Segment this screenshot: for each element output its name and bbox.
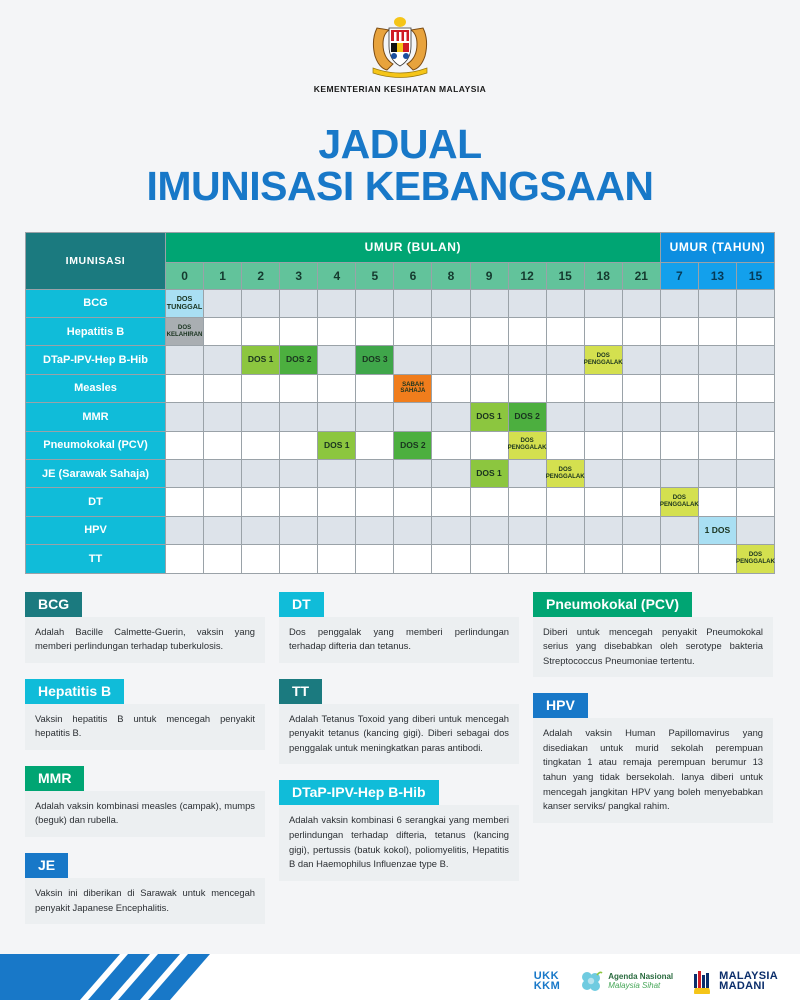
schedule-cell-empty <box>280 403 318 431</box>
schedule-cell-empty <box>394 545 432 573</box>
dose-marker: DOS PENGGALAK <box>509 432 546 459</box>
schedule-cell-empty <box>204 346 242 374</box>
month-column-header-5: 5 <box>356 262 394 289</box>
row-label-mmr: MMR <box>26 403 166 431</box>
hibiscus-flower-icon <box>578 968 604 994</box>
dose-marker: DOS 2 <box>280 346 317 373</box>
month-column-header-18: 18 <box>584 262 622 289</box>
year-column-header-13: 13 <box>698 262 736 289</box>
page-header <box>0 0 800 208</box>
madani-line-1: MALAYSIA <box>719 969 778 982</box>
schedule-cell-empty <box>204 289 242 317</box>
legend-description: Vaksin ini diberikan di Sarawak untuk mencegah penyakit Japanese Encephalitis. <box>25 878 265 924</box>
schedule-cell-empty <box>660 289 698 317</box>
schedule-cell-empty <box>736 289 774 317</box>
schedule-cell-empty <box>622 289 660 317</box>
schedule-cell-empty <box>546 488 584 516</box>
schedule-cell-empty <box>736 431 774 459</box>
dose-marker: DOS PENGGALAK <box>661 488 698 515</box>
dose-marker: DOS 2 <box>394 432 431 459</box>
schedule-cell-empty <box>470 318 508 346</box>
table-row <box>26 374 775 402</box>
schedule-cell-empty <box>698 374 736 402</box>
row-label-dt: DT <box>26 488 166 516</box>
dose-marker: DOS 2 <box>509 403 546 430</box>
schedule-cell-empty <box>660 374 698 402</box>
schedule-cell-empty <box>546 289 584 317</box>
schedule-cell-empty <box>242 403 280 431</box>
month-column-header-15: 15 <box>546 262 584 289</box>
row-label-tt: TT <box>26 545 166 573</box>
schedule-cell-empty <box>546 403 584 431</box>
row-label-je-sarawak-sahaja: JE (Sarawak Sahaja) <box>26 459 166 487</box>
schedule-cell-empty <box>508 516 546 544</box>
schedule-cell-filled <box>470 403 508 431</box>
schedule-cell-empty <box>622 403 660 431</box>
schedule-cell-empty <box>508 346 546 374</box>
dose-marker: DOS PENGGALAK <box>737 545 774 572</box>
schedule-cell-empty <box>204 431 242 459</box>
schedule-cell-filled <box>660 488 698 516</box>
legend-badge: JE <box>25 853 68 878</box>
dose-marker: 1 DOS <box>699 517 736 544</box>
legend-badge: Pneumokokal (PCV) <box>533 592 692 617</box>
table-row <box>26 488 775 516</box>
legend-card <box>533 592 773 678</box>
schedule-cell-empty <box>356 545 394 573</box>
schedule-cell-empty <box>660 516 698 544</box>
schedule-cell-empty <box>584 374 622 402</box>
legend-card <box>279 679 519 765</box>
table-row <box>26 318 775 346</box>
schedule-cell-empty <box>280 459 318 487</box>
table-row <box>26 516 775 544</box>
row-label-bcg: BCG <box>26 289 166 317</box>
schedule-cell-empty <box>470 346 508 374</box>
schedule-cell-empty <box>432 545 470 573</box>
month-column-header-0: 0 <box>166 262 204 289</box>
schedule-cell-empty <box>584 289 622 317</box>
schedule-cell-empty <box>660 459 698 487</box>
schedule-cell-empty <box>698 488 736 516</box>
schedule-cell-empty <box>204 516 242 544</box>
malaysia-coat-of-arms-icon <box>363 16 437 78</box>
legend-card <box>279 592 519 663</box>
month-column-header-4: 4 <box>318 262 356 289</box>
dose-marker: DOS KELAHIRAN <box>166 318 203 345</box>
schedule-cell-empty <box>356 318 394 346</box>
schedule-cell-empty <box>736 459 774 487</box>
schedule-cell-filled <box>584 346 622 374</box>
schedule-cell-empty <box>508 318 546 346</box>
agenda-nasional-logo <box>578 968 673 994</box>
schedule-cell-empty <box>432 346 470 374</box>
schedule-cell-empty <box>508 488 546 516</box>
legend-card <box>25 853 265 924</box>
schedule-cell-empty <box>166 431 204 459</box>
schedule-cell-empty <box>280 516 318 544</box>
legend-description: Dos penggalak yang memberi perlindungan terhadap difteria dan tetanus. <box>279 617 519 663</box>
schedule-cell-empty <box>356 289 394 317</box>
legend-badge: HPV <box>533 693 588 718</box>
schedule-cell-empty <box>166 488 204 516</box>
schedule-cell-empty <box>204 374 242 402</box>
table-corner-label: IMUNISASI <box>26 232 166 289</box>
schedule-cell-empty <box>432 374 470 402</box>
schedule-cell-empty <box>736 374 774 402</box>
schedule-cell-empty <box>432 516 470 544</box>
legend-description: Adalah vaksin Human Papillomavirus yang disediakan untuk murid sekolah perempuan tingkatan 1 atau remaja perempuan berumur 13 tahun yang tidak bersekolah. Ianya diberi untuk mencegah jangkitan HPV yang boleh menyebabkan kanser serviks/ pangkal rahim. <box>533 718 773 822</box>
legend-badge: DTaP-IPV-Hep B-Hib <box>279 780 439 805</box>
title-line-1: JADUAL <box>318 121 482 167</box>
schedule-cell-empty <box>698 289 736 317</box>
dose-marker: DOS 1 <box>318 432 355 459</box>
schedule-cell-empty <box>622 459 660 487</box>
schedule-cell-empty <box>204 318 242 346</box>
schedule-cell-empty <box>166 459 204 487</box>
dose-marker: DOS 3 <box>356 346 393 373</box>
schedule-cell-empty <box>280 318 318 346</box>
schedule-cell-empty <box>508 459 546 487</box>
schedule-cell-empty <box>584 516 622 544</box>
dose-marker: DOS 1 <box>471 403 508 430</box>
schedule-cell-empty <box>432 488 470 516</box>
dose-marker: SABAH SAHAJA <box>394 375 431 402</box>
schedule-cell-filled <box>508 403 546 431</box>
schedule-cell-empty <box>318 403 356 431</box>
table-row <box>26 346 775 374</box>
legend-card <box>25 766 265 837</box>
legend-badge: TT <box>279 679 322 704</box>
row-label-dtap-ipv-hep-b-hib: DTaP-IPV-Hep B-Hib <box>26 346 166 374</box>
dose-marker: DOS PENGGALAK <box>547 460 584 487</box>
legend-card <box>25 592 265 663</box>
schedule-cell-empty <box>356 431 394 459</box>
schedule-cell-empty <box>546 318 584 346</box>
schedule-cell-empty <box>584 403 622 431</box>
schedule-cell-empty <box>356 488 394 516</box>
schedule-cell-filled <box>546 459 584 487</box>
table-row <box>26 459 775 487</box>
legend-card <box>279 780 519 880</box>
schedule-cell-empty <box>242 289 280 317</box>
footer-logos <box>534 968 778 994</box>
schedule-cell-empty <box>584 545 622 573</box>
schedule-cell-empty <box>280 545 318 573</box>
dose-marker: DOS 1 <box>242 346 279 373</box>
table-row <box>26 403 775 431</box>
ukk-line-1: UKK <box>533 969 560 982</box>
schedule-cell-empty <box>394 346 432 374</box>
schedule-cell-empty <box>736 488 774 516</box>
month-column-header-3: 3 <box>280 262 318 289</box>
row-label-measles: Measles <box>26 374 166 402</box>
schedule-cell-empty <box>166 346 204 374</box>
legend-badge: MMR <box>25 766 84 791</box>
schedule-cell-filled <box>394 431 432 459</box>
page-title <box>0 121 800 209</box>
schedule-cell-empty <box>736 346 774 374</box>
legend-card <box>533 693 773 822</box>
schedule-cell-empty <box>470 431 508 459</box>
schedule-cell-empty <box>622 488 660 516</box>
schedule-cell-empty <box>166 545 204 573</box>
schedule-cell-empty <box>280 289 318 317</box>
schedule-cell-empty <box>356 374 394 402</box>
agenda-line-2: Malaysia Sihat <box>608 981 661 991</box>
schedule-cell-empty <box>470 516 508 544</box>
dose-marker: DOS PENGGALAK <box>585 346 622 373</box>
ukk-kkm-logo <box>534 971 561 992</box>
schedule-cell-filled <box>470 459 508 487</box>
schedule-cell-empty <box>166 516 204 544</box>
schedule-cell-empty <box>432 289 470 317</box>
schedule-cell-empty <box>546 431 584 459</box>
schedule-cell-empty <box>432 403 470 431</box>
schedule-cell-empty <box>356 403 394 431</box>
schedule-cell-empty <box>318 459 356 487</box>
legend-badge: DT <box>279 592 324 617</box>
legend-description: Adalah Bacille Calmette-Guerin, vaksin yang memberi perlindungan terhadap tuberkulosis. <box>25 617 265 663</box>
schedule-cell-empty <box>318 318 356 346</box>
ministry-name: KEMENTERIAN KESIHATAN MALAYSIA <box>313 84 487 94</box>
month-column-header-21: 21 <box>622 262 660 289</box>
schedule-cell-filled <box>166 289 204 317</box>
schedule-cell-empty <box>698 545 736 573</box>
schedule-cell-empty <box>622 431 660 459</box>
schedule-cell-empty <box>622 346 660 374</box>
schedule-cell-empty <box>698 346 736 374</box>
schedule-cell-empty <box>698 318 736 346</box>
page-footer <box>0 954 800 1000</box>
footer-stripes-decoration <box>0 954 300 1000</box>
month-column-header-1: 1 <box>204 262 242 289</box>
schedule-cell-empty <box>394 516 432 544</box>
legend-description: Adalah vaksin kombinasi 6 serangkai yang memberi perlindungan terhadap difteria, tetanus (kancing gigi), pertussis (batuk kokol), poliomyelitis, Hepatitis B dan Haemophilus Influenzae type B. <box>279 805 519 880</box>
schedule-cell-empty <box>736 318 774 346</box>
legend-badge: BCG <box>25 592 82 617</box>
schedule-cell-empty <box>508 374 546 402</box>
schedule-cell-empty <box>280 431 318 459</box>
row-label-hpv: HPV <box>26 516 166 544</box>
month-column-header-9: 9 <box>470 262 508 289</box>
legend-description: Vaksin hepatitis B untuk mencegah penyakit hepatitis B. <box>25 704 265 750</box>
schedule-cell-filled <box>318 431 356 459</box>
schedule-cell-empty <box>584 431 622 459</box>
schedule-cell-empty <box>166 374 204 402</box>
schedule-cell-empty <box>584 318 622 346</box>
legend-column-1 <box>25 592 265 941</box>
schedule-cell-empty <box>280 488 318 516</box>
schedule-cell-empty <box>470 545 508 573</box>
month-column-header-6: 6 <box>394 262 432 289</box>
dose-marker: DOS TUNGGAL <box>166 290 203 317</box>
schedule-cell-empty <box>242 516 280 544</box>
year-column-header-7: 7 <box>660 262 698 289</box>
schedule-cell-empty <box>394 318 432 346</box>
schedule-cell-empty <box>660 346 698 374</box>
schedule-cell-empty <box>508 289 546 317</box>
schedule-cell-filled <box>508 431 546 459</box>
legend-description: Adalah Tetanus Toxoid yang diberi untuk mencegah penyakit tetanus (kancing gigi). Diberi sebagai dos penggalak untuk meningkatkan paras antibodi. <box>279 704 519 765</box>
schedule-cell-empty <box>546 346 584 374</box>
legend-badge: Hepatitis B <box>25 679 124 704</box>
legend-description: Adalah vaksin kombinasi measles (campak), mumps (beguk) dan rubella. <box>25 791 265 837</box>
schedule-cell-empty <box>318 488 356 516</box>
schedule-cell-filled <box>242 346 280 374</box>
schedule-cell-empty <box>394 403 432 431</box>
schedule-cell-empty <box>318 374 356 402</box>
schedule-cell-empty <box>242 545 280 573</box>
schedule-cell-empty <box>470 488 508 516</box>
schedule-cell-empty <box>280 374 318 402</box>
schedule-cell-empty <box>204 459 242 487</box>
schedule-cell-empty <box>242 431 280 459</box>
schedule-cell-filled <box>394 374 432 402</box>
schedule-cell-empty <box>242 488 280 516</box>
schedule-cell-empty <box>622 545 660 573</box>
year-column-header-15: 15 <box>736 262 774 289</box>
schedule-cell-empty <box>242 318 280 346</box>
row-label-pneumokokal-pcv: Pneumokokal (PCV) <box>26 431 166 459</box>
month-column-header-12: 12 <box>508 262 546 289</box>
legend-section <box>25 592 775 941</box>
group-header-years: UMUR (TAHUN) <box>660 232 774 262</box>
table-row <box>26 545 775 573</box>
schedule-cell-empty <box>356 516 394 544</box>
legend-description: Diberi untuk mencegah penyakit Pneumokokal serius yang disebabkan oleh serotype bakteria Streptococcus Pneumoniae tertentu. <box>533 617 773 678</box>
malaysia-madani-logo <box>691 968 778 994</box>
madani-line-2: MADANI <box>719 980 765 992</box>
schedule-cell-empty <box>584 459 622 487</box>
schedule-cell-empty <box>318 545 356 573</box>
schedule-cell-empty <box>470 374 508 402</box>
schedule-cell-empty <box>508 545 546 573</box>
legend-column-2 <box>279 592 519 941</box>
table-row <box>26 289 775 317</box>
schedule-cell-empty <box>546 545 584 573</box>
schedule-cell-empty <box>736 516 774 544</box>
month-column-header-8: 8 <box>432 262 470 289</box>
immunization-schedule-table <box>25 232 775 574</box>
ukk-line-2: KKM <box>533 980 561 992</box>
schedule-cell-empty <box>394 459 432 487</box>
schedule-cell-empty <box>660 403 698 431</box>
schedule-cell-empty <box>204 545 242 573</box>
schedule-cell-empty <box>318 289 356 317</box>
schedule-cell-empty <box>736 403 774 431</box>
schedule-cell-empty <box>546 374 584 402</box>
schedule-cell-empty <box>622 318 660 346</box>
schedule-cell-empty <box>622 374 660 402</box>
schedule-cell-empty <box>698 431 736 459</box>
schedule-cell-empty <box>394 289 432 317</box>
schedule-cell-empty <box>166 403 204 431</box>
schedule-cell-empty <box>242 459 280 487</box>
schedule-cell-empty <box>432 459 470 487</box>
dose-marker: DOS 1 <box>471 460 508 487</box>
schedule-cell-empty <box>318 516 356 544</box>
schedule-cell-empty <box>622 516 660 544</box>
table-body <box>26 289 775 573</box>
row-label-hepatitis-b: Hepatitis B <box>26 318 166 346</box>
agenda-line-1: Agenda Nasional <box>608 971 674 981</box>
schedule-cell-empty <box>584 488 622 516</box>
schedule-cell-empty <box>242 374 280 402</box>
schedule-cell-filled <box>280 346 318 374</box>
group-header-months: UMUR (BULAN) <box>166 232 661 262</box>
schedule-cell-empty <box>432 318 470 346</box>
schedule-cell-filled <box>356 346 394 374</box>
legend-card <box>25 679 265 750</box>
schedule-cell-empty <box>394 488 432 516</box>
schedule-cell-filled <box>698 516 736 544</box>
month-column-header-2: 2 <box>242 262 280 289</box>
schedule-cell-filled <box>736 545 774 573</box>
schedule-cell-empty <box>698 459 736 487</box>
schedule-cell-empty <box>356 459 394 487</box>
table-row <box>26 431 775 459</box>
schedule-cell-empty <box>470 289 508 317</box>
schedule-cell-empty <box>660 431 698 459</box>
legend-column-3 <box>533 592 773 941</box>
schedule-cell-empty <box>698 403 736 431</box>
schedule-cell-empty <box>546 516 584 544</box>
schedule-cell-empty <box>318 346 356 374</box>
schedule-cell-empty <box>432 431 470 459</box>
schedule-cell-empty <box>660 545 698 573</box>
madani-emblem-icon <box>691 968 715 994</box>
schedule-cell-empty <box>204 403 242 431</box>
schedule-cell-empty <box>660 318 698 346</box>
schedule-cell-empty <box>204 488 242 516</box>
title-line-2: IMUNISASI KEBANGSAAN <box>146 162 654 209</box>
schedule-cell-filled <box>166 318 204 346</box>
